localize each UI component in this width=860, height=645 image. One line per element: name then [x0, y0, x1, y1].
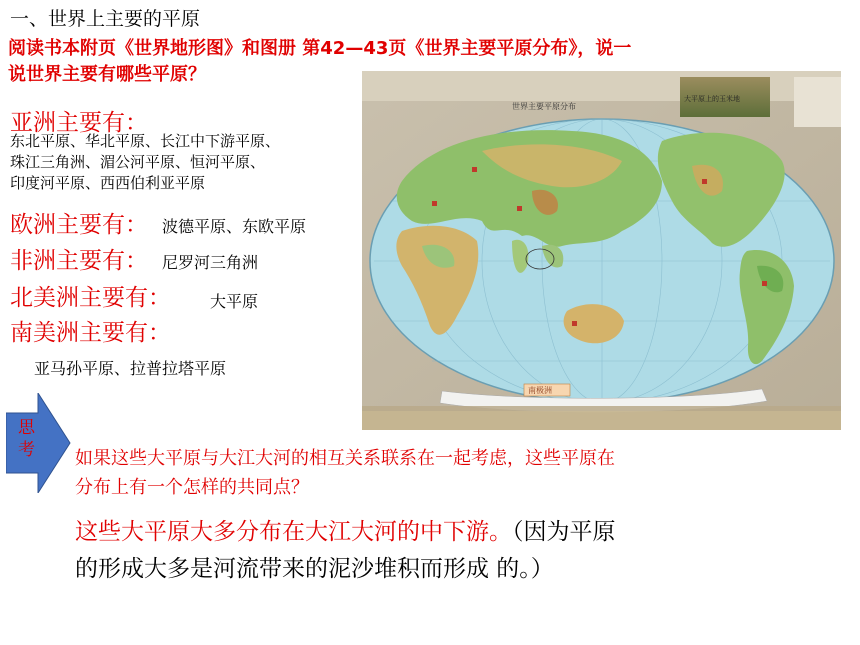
- asia-plains-line: 东北平原、华北平原、长江中下游平原、: [10, 132, 281, 150]
- answer-black-part: （因为平原: [512, 519, 616, 545]
- think-char: 考: [18, 440, 35, 460]
- north-america-heading: 北美洲主要有：: [10, 285, 171, 311]
- inset-label-text: 大平原上的玉米地: [684, 95, 740, 103]
- think-label: [18, 417, 35, 461]
- antarctica-label-text: 南极洲: [528, 386, 552, 395]
- europe-plains: 波德平原、东欧平原: [162, 217, 307, 236]
- africa-plains: 尼罗河三角洲: [162, 253, 259, 272]
- thinking-question-line-1: 如果这些大平原与大江大河的相互关系联系在一起考虑，这些平原在: [75, 448, 615, 469]
- think-arrow: [6, 393, 72, 493]
- section-heading: 一、世界上主要的平原: [10, 8, 201, 30]
- answer-line-2: 的形成大多是河流带来的泥沙堆积而形成 的。）: [75, 556, 554, 582]
- africa-heading: 非洲主要有：: [10, 248, 148, 274]
- answer-line-1: [75, 514, 616, 551]
- think-char: 思: [18, 418, 35, 438]
- europe-heading: 欧洲主要有：: [10, 212, 148, 238]
- answer-red-part: 这些大平原大多分布在大江大河的中下游。: [75, 519, 512, 545]
- reading-question-line-2: 说世界主要有哪些平原？: [8, 64, 206, 85]
- north-america-plains: 大平原: [210, 292, 259, 311]
- south-america-plains: 亚马孙平原、拉普拉塔平原: [34, 359, 227, 378]
- world-map-illustration: [362, 71, 841, 430]
- right-arrow-icon: [6, 393, 72, 493]
- answer-text: [75, 514, 616, 588]
- asia-plains-line: 印度河平原、西西伯利亚平原: [10, 174, 206, 192]
- world-plains-map-photo: [362, 71, 841, 430]
- reading-question-line-1: 阅读书本附页《世界地形图》和图册 第42—43页《世界主要平原分布》，说一: [8, 38, 632, 59]
- asia-plains-line: 珠江三角洲、湄公河平原、恒河平原、: [10, 153, 266, 171]
- south-america-heading: 南美洲主要有：: [10, 320, 171, 346]
- asia-heading: 亚洲主要有：: [10, 110, 148, 136]
- map-title-text: 世界主要平原分布: [512, 102, 576, 111]
- thinking-question: [75, 444, 615, 502]
- thinking-question-line-2: 分布上有一个怎样的共同点？: [75, 477, 309, 498]
- asia-plains-list: [10, 131, 280, 194]
